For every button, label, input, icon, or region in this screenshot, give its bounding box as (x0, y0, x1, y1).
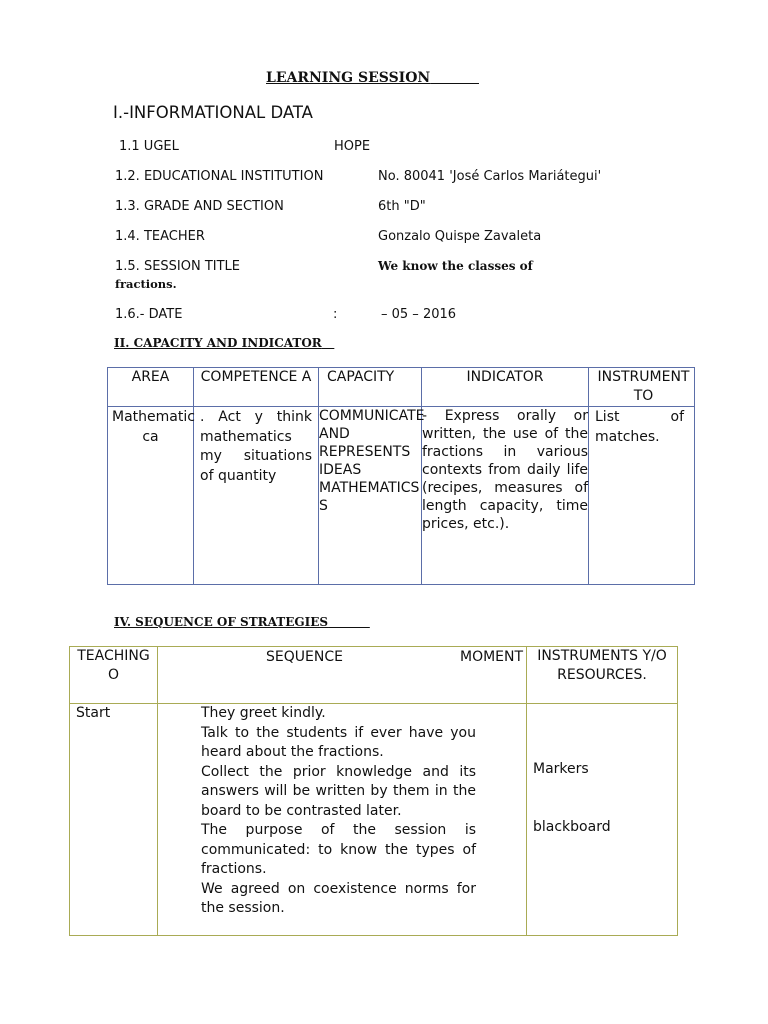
list-item: Collect the prior knowledge and its answers will be written by them in the board to be contrasted later. (201, 763, 476, 819)
info-date-separator: : (333, 307, 338, 322)
header-indicator: INDICATOR (422, 368, 589, 407)
header-sequence: SEQUENCE (266, 649, 343, 665)
cell-area: Mathematic ca (108, 407, 194, 585)
document-title: LEARNING SESSION (266, 70, 431, 86)
resource-blackboard: blackboard (533, 819, 611, 835)
strategy-list (158, 704, 526, 919)
sequence-strategies-table (69, 646, 678, 936)
list-item: The purpose of the session is communicated: to know the types of fractions. (201, 822, 476, 877)
info-value-session-title-cont: fractions. (115, 277, 177, 291)
info-label-ugel: 1.1 UGEL (119, 139, 179, 154)
header-area: AREA (108, 368, 194, 407)
info-label-teacher: 1.4. TEACHER (115, 229, 205, 244)
table-header-row (108, 368, 695, 407)
list-item: We agreed on coexistence norms for the session. (201, 880, 476, 916)
info-label-institution: 1.2. EDUCATIONAL INSTITUTION (115, 169, 324, 184)
section-sequence-heading: IV. SEQUENCE OF STRATEGIES (114, 615, 329, 629)
cell-capacity: COMMUNICATE AND REPRESENTS IDEAS MATHEMATICS S (319, 407, 422, 585)
header-instrument: INSTRUMENT TO (589, 368, 695, 407)
header-moment: MOMENT (460, 649, 524, 665)
table-header-row (70, 647, 678, 704)
info-value-date: – 05 – 2016 (381, 307, 457, 322)
info-value-teacher: Gonzalo Quispe Zavaleta (378, 229, 542, 244)
list-item: They greet kindly. (201, 705, 326, 721)
resource-markers: Markers (533, 761, 589, 777)
cell-resources (527, 704, 678, 936)
table-row (108, 407, 695, 585)
section-informational-data-heading: I.-INFORMATIONAL DATA (113, 103, 313, 122)
info-label-session-title: 1.5. SESSION TITLE (115, 259, 241, 274)
info-value-grade: 6th "D" (378, 199, 426, 214)
info-label-grade: 1.3. GRADE AND SECTION (115, 199, 284, 214)
header-teaching: TEACHING O (70, 647, 158, 704)
cell-instrument: List of matches. (589, 407, 695, 585)
table-row (70, 704, 678, 936)
section-capacity-heading: II. CAPACITY AND INDICATOR (114, 336, 322, 350)
cell-strategies (158, 704, 527, 936)
cell-competence: . Act y think mathematics my situations of quantity (194, 407, 319, 585)
header-capacity: CAPACITY (319, 368, 422, 407)
header-sequence-moment (158, 647, 527, 704)
list-item: Talk to the students if ever have you heard about the fractions. (201, 724, 476, 760)
header-instruments: INSTRUMENTS Y/O RESOURCES. (527, 647, 678, 704)
capacity-indicator-table (107, 367, 695, 585)
info-value-session-title: We know the classes of (378, 259, 533, 273)
info-label-date: 1.6.- DATE (115, 307, 183, 322)
cell-stage: Start (70, 704, 158, 936)
header-competence: COMPETENCE A (194, 368, 319, 407)
info-value-institution: No. 80041 'José Carlos Mariátegui' (378, 169, 602, 184)
cell-indicator: - Express orally or written, the use of the fractions in various contexts from daily life (recipes, measures of length capacity, time prices, etc.). (422, 407, 589, 585)
info-value-ugel: HOPE (334, 139, 371, 154)
